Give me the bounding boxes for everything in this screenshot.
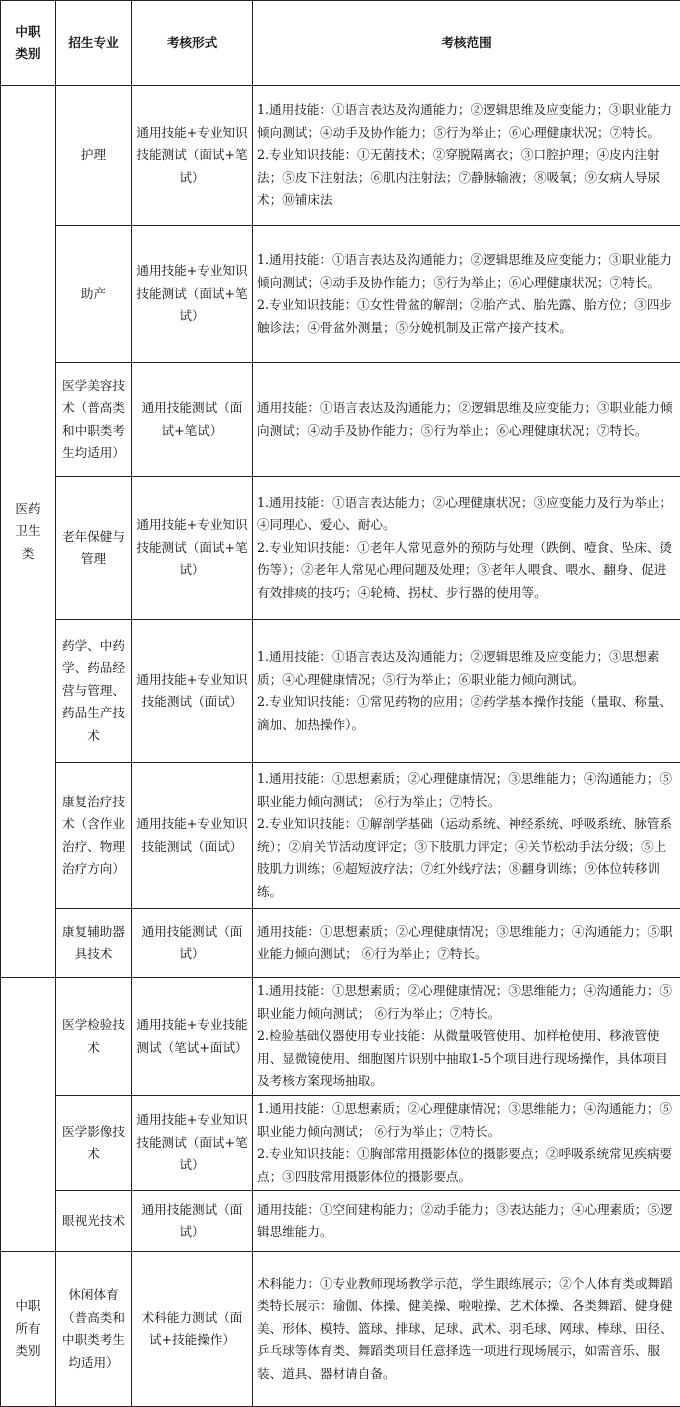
scope-cell <box>253 363 680 477</box>
table-row <box>1 620 680 763</box>
table-row <box>1 1252 680 1407</box>
scope-line: 1.通用技能：①语言表达能力；②心理健康状况；③应变能力及行为举止；④同理心、爱心、耐心。 <box>257 492 676 537</box>
table-row <box>1 226 680 363</box>
form-cell: 通用技能测试（面试+笔试） <box>132 363 253 477</box>
form-cell: 通用技能+专业知识技能测试（面试+笔试） <box>132 86 253 226</box>
category-label: 医药卫生类 <box>15 501 40 561</box>
table-row <box>1 477 680 620</box>
table-row <box>1 978 680 1096</box>
major-cell: 眼视光技术 <box>56 1191 132 1252</box>
form-cell: 通用技能测试（面试） <box>132 1191 253 1252</box>
major-cell: 药学、中药学、药品经营与管理、药品生产技术 <box>56 620 132 763</box>
scope-line: 1.通用技能：①思想素质；②心理健康情况；③思维能力；④沟通能力；⑤职业能力倾向测试； ⑥行为举止；⑦特长。 <box>257 1098 676 1143</box>
category-cell <box>1 86 56 978</box>
category-label: 中职所有类别 <box>15 1298 40 1358</box>
scope-cell <box>253 763 680 909</box>
form-cell: 通用技能+专业知识技能测试（面试+笔试） <box>132 477 253 620</box>
scope-cell <box>253 1096 680 1191</box>
scope-cell <box>253 477 680 620</box>
header-major: 招生专业 <box>56 1 132 86</box>
table-row <box>1 86 680 226</box>
major-cell: 休闲体育（普高类和中职类考生均适用） <box>56 1252 132 1407</box>
table-row <box>1 909 680 978</box>
scope-line: 2.专业知识技能：①胸部常用摄影体位的摄影要点；②呼吸系统常见疾病要点；③四肢常用摄影体位的摄影要点。 <box>257 1143 676 1188</box>
scope-cell <box>253 909 680 978</box>
major-cell: 助产 <box>56 226 132 363</box>
header-form: 考核形式 <box>132 1 253 86</box>
scope-cell <box>253 1252 680 1407</box>
scope-line: 1.通用技能：①语言表达及沟通能力；②逻辑思维及应变能力；③职业能力倾向测试；④动手及协作能力；⑤行为举止；⑥心理健康状况；⑦特长。 <box>257 249 676 294</box>
form-cell: 通用技能+专业知识技能测试（面试+笔试） <box>132 226 253 363</box>
major-cell: 护理 <box>56 86 132 226</box>
category-cell <box>1 978 56 1252</box>
form-cell: 通用技能测试（面试） <box>132 909 253 978</box>
major-cell: 医学检验技术 <box>56 978 132 1096</box>
header-category: 中职类别 <box>1 1 56 86</box>
scope-line: 通用技能：①思想素质；②心理健康情况；③思维能力；④沟通能力；⑤职业能力倾向测试； ⑥行为举止；⑦特长。 <box>257 921 676 966</box>
scope-line: 2.检验基础仪器使用专业技能：从微量吸管使用、加样枪使用、移液管使用、显微镜使用、细胞图片识别中抽取1-5个项目进行现场操作，具体项目及考核方案现场抽取。 <box>257 1025 676 1093</box>
form-cell: 术科能力测试（面试+技能操作） <box>132 1252 253 1407</box>
scope-cell <box>253 86 680 226</box>
table-row <box>1 1191 680 1252</box>
scope-cell <box>253 1191 680 1252</box>
table-row <box>1 1096 680 1191</box>
scope-line: 术科能力：①专业教师现场教学示范，学生跟练展示；②个人体育类或舞蹈类特长展示：瑜伽、体操、健美操、啦啦操、艺术体操、各类舞蹈、健身健美、形体、模特、篮球、排球、足球、武术、羽毛球、网球、棒球、田径、乒乓球等体育类、舞蹈类项目任意择选一项进行现场展示，如需音乐、服装、道具、器材请自备。 <box>257 1273 676 1386</box>
category-cell <box>1 1252 56 1407</box>
scope-line: 2.专业知识技能：①女性骨盆的解剖；②胎产式、胎先露、胎方位；③四步触诊法；④骨盆外测量；⑤分娩机制及正常产接产技术。 <box>257 294 676 339</box>
scope-cell <box>253 226 680 363</box>
form-cell: 通用技能+专业知识技能测试（面试） <box>132 763 253 909</box>
table-row <box>1 363 680 477</box>
scope-line: 1.通用技能：①思想素质；②心理健康情况；③思维能力；④沟通能力；⑤职业能力倾向测试； ⑥行为举止；⑦特长。 <box>257 980 676 1025</box>
scope-cell <box>253 978 680 1096</box>
form-cell: 通用技能+专业技能测试（笔试+面试） <box>132 978 253 1096</box>
scope-line: 1.通用技能：①语言表达及沟通能力；②逻辑思维及应变能力；③思想素质；④心理健康情况；⑤行为举止；⑥职业能力倾向测试。 <box>257 646 676 691</box>
scope-line: 2.专业知识技能：①常见药物的应用；②药学基本操作技能（量取、称量、滴加、加热操作）。 <box>257 691 676 736</box>
header-row <box>1 1 680 86</box>
scope-line: 2.专业知识技能：①解剖学基础（运动系统、神经系统、呼吸系统、脉管系统）；②肩关节活动度评定；③下肢肌力评定；④关节松动手法分级；⑤上肢肌力训练；⑥超短波疗法；⑦红外线疗法；⑧翻身训练；⑨体位转移训练。 <box>257 813 676 903</box>
form-cell: 通用技能+专业知识技能测试（面试+笔试） <box>132 1096 253 1191</box>
scope-line: 通用技能：①空间建构能力；②动手能力；③表达能力；④心理素质；⑤逻辑思维能力。 <box>257 1199 676 1244</box>
major-cell: 医学影像技术 <box>56 1096 132 1191</box>
scope-line: 2.专业知识技能：①老年人常见意外的预防与处理（跌倒、噎食、坠床、烫伤等）；②老年人常见心理问题及处理；③老年人喂食、喂水、翻身、促进有效排痰的技巧；④轮椅、拐杖、步行器的使用等。 <box>257 537 676 605</box>
scope-line: 通用技能：①语言表达及沟通能力；②逻辑思维及应变能力；③职业能力倾向测试；④动手及协作能力；⑤行为举止；⑥心理健康状况；⑦特长。 <box>257 397 676 442</box>
major-cell: 医学美容技术（普高类和中职类考生均适用） <box>56 363 132 477</box>
scope-line: 1.通用技能：①语言表达及沟通能力；②逻辑思维及应变能力；③职业能力倾向测试；④动手及协作能力；⑤行为举止；⑥心理健康状况；⑦特长。 <box>257 99 676 144</box>
scope-line: 1.通用技能：①思想素质；②心理健康情况；③思维能力；④沟通能力；⑤职业能力倾向测试； ⑥行为举止；⑦特长。 <box>257 768 676 813</box>
scope-cell <box>253 620 680 763</box>
major-cell: 老年保健与管理 <box>56 477 132 620</box>
form-cell: 通用技能+专业知识技能测试（面试） <box>132 620 253 763</box>
table-row <box>1 763 680 909</box>
header-scope: 考核范围 <box>253 1 680 86</box>
scope-line: 2.专业知识技能：①无菌技术；②穿脱隔离衣；③口腔护理；④皮内注射法；⑤皮下注射法；⑥肌内注射法；⑦静脉输液；⑧吸氧；⑨女病人导尿术；⑩铺床法 <box>257 144 676 212</box>
major-cell: 康复辅助器具技术 <box>56 909 132 978</box>
major-cell: 康复治疗技术（含作业治疗、物理治疗方向） <box>56 763 132 909</box>
